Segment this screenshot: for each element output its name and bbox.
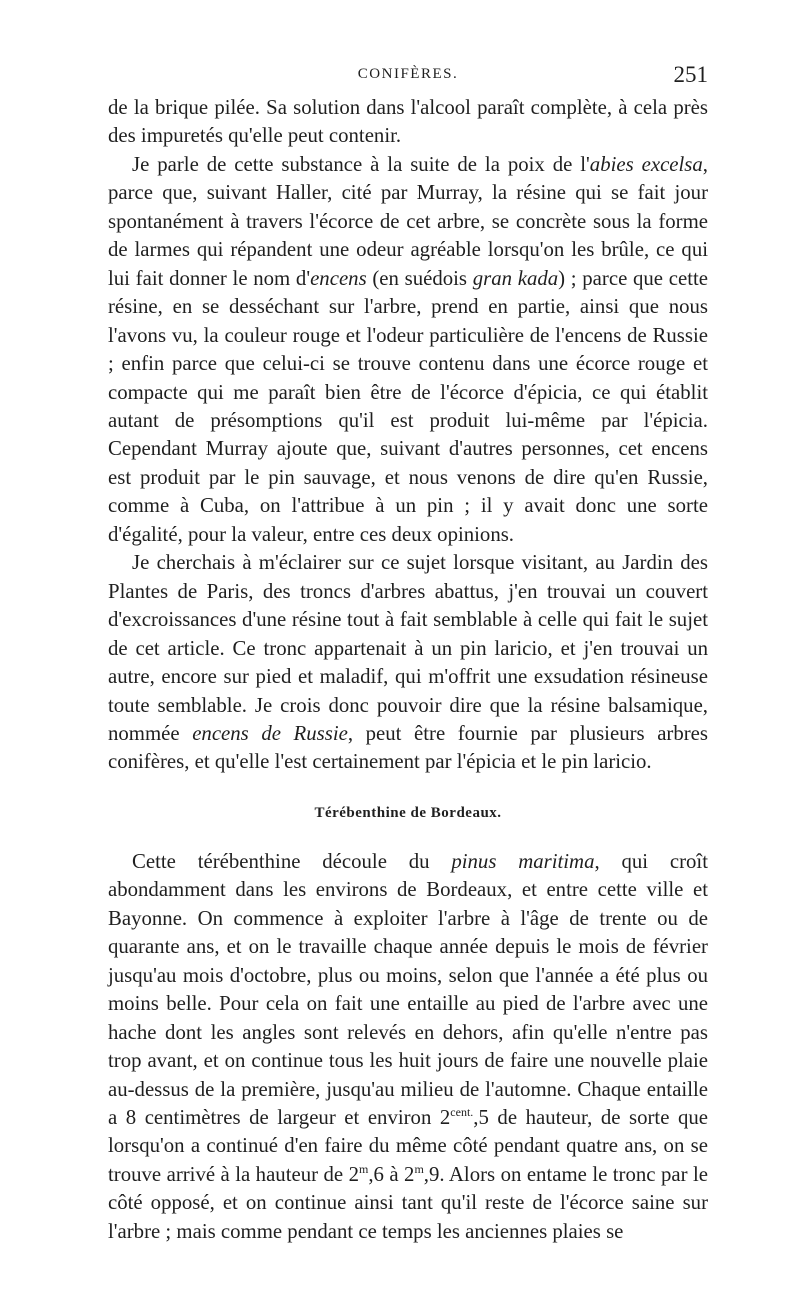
text-run: (en suédois bbox=[366, 266, 473, 290]
paragraph-text: de la brique pilée. Sa solution dans l'alcool paraît complète, à cela près des impuretés qu'elle peut contenir. bbox=[108, 96, 708, 148]
text-run: ,9. Alors on entame le tronc par le côté opposé, et on continue ainsi tant qu'il reste de l'écorce saine sur l'arbre ; mais comme pendant ce temps les anciennes plaies se bbox=[108, 1162, 708, 1243]
text-run: , peut être fournie par plusieurs arbres conifères, et qu'elle l'est certainement par l'épicia et le pin laricio. bbox=[108, 721, 708, 774]
text-run: , parce que, suivant Haller, cité par Murray, la résine qui se fait jour spontanément à travers l'écorce de cet arbre, se concrète sous la forme de larmes qui répandent une odeur agréable lorsqu'on les brûle, ce qui lui fait donner le nom d' bbox=[108, 152, 708, 290]
italic-term: encens de Russie bbox=[192, 721, 348, 745]
book-page bbox=[108, 62, 708, 1246]
text-run: ,5 de hauteur, de sorte que lorsqu'on a continué d'en faire du même côté pendant quatre ans, on se trouve arrivé à la hauteur de 2 bbox=[108, 1105, 708, 1186]
italic-term: pinus maritima bbox=[451, 849, 595, 873]
paragraph-continuation bbox=[108, 94, 708, 151]
unit-superscript: cent. bbox=[450, 1105, 474, 1120]
italic-term: encens bbox=[310, 266, 367, 290]
text-run: ) ; parce que cette résine, en se desséchant sur l'arbre, prend en partie, ainsi que nous l'avons vu, la couleur rouge et l'odeur particulière de l'encens de Russie ; enfin parce que celui-ci se trouve contenu dans une écorce rouge et compacte qui me paraît bien être de l'écorce d'épicia, ce qui établit autant de présomptions qu'il est produit lui-même par l'épicia. Cependant Murray ajoute que, suivant d'autres personnes, cet encens est produit par le pin sauvage, et nous venons de dire qu'en Russie, comme à Cuba, on l'attribue à un pin ; il y avait donc une sorte d'égalité, pour la valeur, entre ces deux opinions. bbox=[108, 266, 708, 546]
italic-term: gran kada bbox=[472, 266, 559, 290]
running-head: CONIFÈRES. bbox=[357, 66, 459, 82]
text-run: , qui croît abondamment dans les environs de Bordeaux, et entre cette ville et Bayonne. On commence à exploiter l'arbre à l'âge de trente ou de quarante ans, et on le travaille chaque année depuis le mois de février jusqu'au mois d'octobre, plus ou moins, selon que l'année a été plus ou moins belle. Pour cela on fait une entaille au pied de l'arbre avec une hache dont les angles sont relevés en dehors, afin qu'elle n'entre pas trop avant, et on continue tous les huit jours de faire une nouvelle plaie au-dessus de la première, jusqu'au milieu de l'automne. Chaque entaille a 8 centimètres de largeur et environ 2 bbox=[108, 849, 708, 1129]
italic-term: abies excelsa bbox=[589, 152, 703, 176]
paragraph-terebenthine bbox=[108, 848, 708, 1246]
page-number: 251 bbox=[673, 62, 708, 87]
text-run: Je cherchais à m'éclairer sur ce sujet lorsque visitant, au Jardin des Plantes de Paris, des troncs d'arbres abattus, j'en trouvai un couvert d'excroissances d'une résine tout à fait semblable à celle qui fait le sujet de cet article. Ce tronc appartenait à un pin laricio, et j'en trouvai un autre, encore sur pied et maladif, qui m'offrit une exsudation résineuse toute semblable. Je crois donc pouvoir dire que la résine balsamique, nommée bbox=[108, 551, 708, 745]
text-run: Cette térébenthine découle du bbox=[132, 849, 452, 873]
page-header bbox=[108, 62, 708, 94]
text-run: Je parle de cette substance à la suite de la poix de l' bbox=[132, 152, 590, 176]
section-heading: Térébenthine de Bordeaux. bbox=[314, 804, 502, 821]
unit-superscript: m bbox=[358, 1161, 369, 1176]
text-run: ,6 à 2 bbox=[368, 1162, 415, 1186]
paragraph-jardin-des-plantes bbox=[108, 549, 708, 777]
paragraph-encens-origin bbox=[108, 151, 708, 549]
unit-superscript: m bbox=[414, 1161, 424, 1176]
